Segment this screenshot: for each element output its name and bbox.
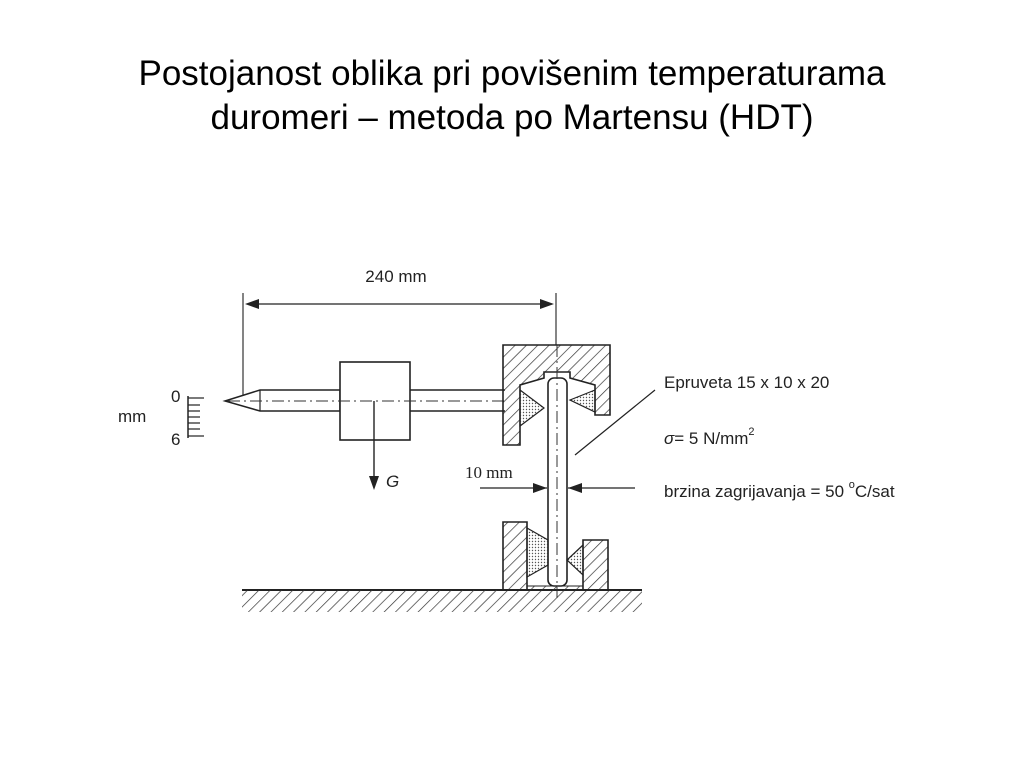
specimen-bar — [548, 345, 567, 598]
scale-unit-label: mm — [118, 407, 147, 426]
weight-label: G — [386, 472, 400, 491]
stress-value: = 5 N/mm — [674, 429, 749, 448]
stress-symbol: σ — [664, 429, 675, 448]
gap-dimension-label: 10 mm — [465, 463, 513, 482]
scale-top-label: 0 — [171, 387, 181, 406]
heating-rate-text: brzina zagrijavanja = 50 — [664, 482, 849, 501]
stress-exponent: 2 — [748, 426, 755, 438]
title-line-1: Postojanost oblika pri povišenim temperaturama — [138, 54, 886, 93]
deflection-scale — [118, 387, 204, 449]
heating-rate-unit: C/sat — [854, 482, 895, 501]
base-ground — [242, 590, 642, 612]
scale-bottom-label: 6 — [171, 430, 181, 449]
heating-rate-degree: o — [848, 479, 855, 491]
title-line-2: duromeri – metoda po Martensu (HDT) — [210, 98, 814, 137]
heating-rate-label — [664, 479, 895, 501]
specimen-label: Epruveta 15 x 10 x 20 — [664, 373, 830, 392]
weight-block — [228, 362, 505, 491]
stress-label — [664, 426, 755, 448]
dimension-240-label: 240 mm — [365, 267, 427, 286]
